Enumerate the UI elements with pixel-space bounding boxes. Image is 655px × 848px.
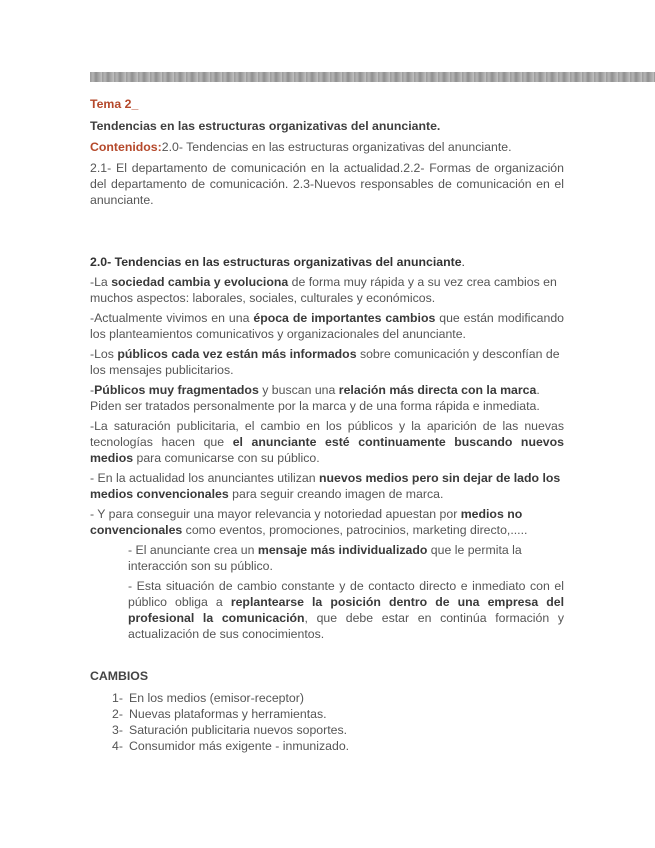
contenidos-more: 2.1- El departamento de comunicación en la actualidad.2.2- Formas de organización del departamento de comunicación. 2.3-Nuevos responsables de comunicación en el anunciante. [90,161,564,207]
list-item: 1- En los medios (emisor-receptor) [112,691,304,705]
contenidos-text: 2.0- Tendencias en las estructuras organizativas del anunciante. [161,140,512,154]
paragraph-5: -La saturación publicitaria, el cambio en los públicos y la aparición de las nuevas tecnologías hacen que el anunciante esté continuamente buscando nuevos medios para comunicarse con su público. [90,419,564,465]
paragraph-6: - En la actualidad los anunciantes utilizan nuevos medios pero sin dejar de lado los medios convencionales para seguir creando imagen de marca. [90,471,561,501]
cambios-list [112,690,564,754]
cambios-title: CAMBIOS [90,669,149,683]
paragraph-4: -Públicos muy fragmentados y buscan una relación más directa con la marca. Piden ser tratados personalmente por la marca y de una forma rápida e inmediata. [90,383,540,413]
paragraph-2: -Actualmente vivimos en una época de importantes cambios que están modificando los planteamientos comunicativos y organizacionales del anunciante. [90,311,564,341]
section-title: 2.0- Tendencias en las estructuras organizativas del anunciante. [90,255,465,269]
paragraph-7: - Y para conseguir una mayor relevancia y notoriedad apuestan por medios no convencionales como eventos, promociones, patrocinios, marketing directo,..... [90,507,528,537]
contenidos-line [90,139,564,155]
topic-heading: Tema 2_ [90,97,139,111]
list-item: 4- Consumidor más exigente - inmunizado. [112,739,350,753]
paragraph-3: -Los públicos cada vez están más informados sobre comunicación y desconfían de los mensajes publicitarios. [90,347,560,377]
list-item: 2- Nuevas plataformas y herramientas. [112,707,327,721]
contenidos-label: Contenidos: [90,140,162,154]
header-decoration-bar [90,72,655,82]
list-item: 3- Saturación publicitaria nuevos soportes. [112,723,348,737]
subject-title: Tendencias en las estructuras organizativas del anunciante. [90,119,441,133]
paragraph-1: -La sociedad cambia y evoluciona de forma muy rápida y a su vez crea cambios en muchos aspectos: laborales, sociales, culturales y económicos. [90,275,557,305]
indented-paragraph-2: - Esta situación de cambio constante y de contacto directo e inmediato con el público obliga a replantearse la posición dentro de una empresa del profesional la comunicación, que debe estar en continúa formación y actualización de sus conocimientos. [128,579,564,641]
document-page [90,96,564,754]
indented-paragraph-1: - El anunciante crea un mensaje más individualizado que le permita la interacción son su público. [128,543,522,573]
